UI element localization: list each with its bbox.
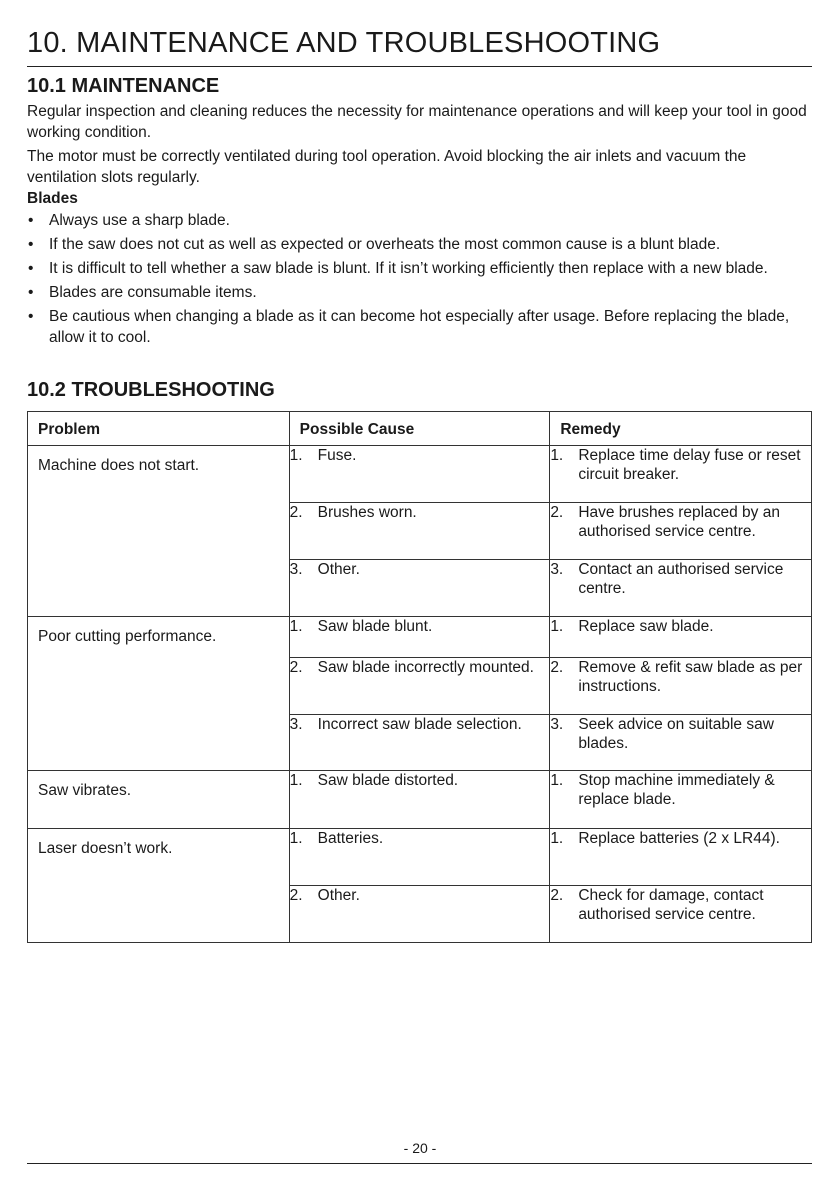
remedy-number: 3.	[550, 716, 564, 733]
cause-text: Saw blade incorrectly mounted.	[317, 659, 534, 676]
remedy-number: 2.	[550, 887, 564, 904]
cause-cell	[289, 446, 550, 503]
remedy-cell	[550, 446, 812, 503]
blades-bullet-list	[27, 210, 812, 351]
cause-text: Other.	[317, 561, 360, 578]
problem-cell: Poor cutting performance.	[28, 617, 290, 771]
cause-number: 2.	[289, 659, 303, 676]
remedy-text: Contact an authorised service centre.	[578, 561, 784, 597]
cause-number: 1.	[289, 830, 303, 847]
bullet-dot-icon: •	[28, 308, 34, 325]
remedy-number: 2.	[550, 504, 564, 521]
bullet-dot-icon: •	[28, 260, 34, 277]
problem-cell: Saw vibrates.	[28, 771, 290, 829]
remedy-cell	[550, 560, 812, 617]
remedy-text: Replace saw blade.	[578, 618, 714, 635]
bullet-item	[27, 234, 812, 255]
cause-cell	[289, 771, 550, 829]
remedy-number: 1.	[550, 772, 564, 789]
remedy-text: Replace time delay fuse or reset circuit breaker.	[578, 447, 801, 483]
cause-number: 3.	[289, 561, 303, 578]
troubleshooting-table	[27, 411, 812, 943]
remedy-cell	[550, 829, 812, 886]
problem-cell: Laser doesn’t work.	[28, 829, 290, 943]
remedy-cell	[550, 886, 812, 943]
cause-cell	[289, 715, 550, 771]
cause-text: Incorrect saw blade selection.	[317, 716, 522, 733]
cause-text: Saw blade blunt.	[317, 618, 433, 635]
cause-number: 1.	[289, 618, 303, 635]
header-possible-cause: Possible Cause	[289, 412, 550, 446]
cause-cell	[289, 658, 550, 715]
bullet-text: If the saw does not cut as well as expected or overheats the most common cause is a blunt blade.	[49, 236, 721, 253]
remedy-number: 1.	[550, 830, 564, 847]
remedy-text: Check for damage, contact authorised service centre.	[578, 887, 764, 923]
cause-text: Other.	[317, 887, 360, 904]
bullet-text: Blades are consumable items.	[49, 284, 257, 301]
table-row	[28, 829, 812, 886]
bullet-item	[27, 258, 812, 279]
remedy-number: 3.	[550, 561, 564, 578]
cause-cell	[289, 503, 550, 560]
title-divider	[27, 66, 812, 67]
page-title: 10. MAINTENANCE AND TROUBLESHOOTING	[27, 27, 661, 59]
page-number: - 20 -	[403, 1140, 437, 1156]
cause-number: 2.	[289, 887, 303, 904]
remedy-text: Stop machine immediately & replace blade.	[578, 772, 775, 808]
remedy-cell	[550, 771, 812, 829]
remedy-number: 1.	[550, 618, 564, 635]
remedy-cell	[550, 503, 812, 560]
remedy-number: 2.	[550, 659, 564, 676]
cause-text: Brushes worn.	[317, 504, 417, 521]
bullet-dot-icon: •	[28, 212, 34, 229]
maintenance-paragraph-2: The motor must be correctly ventilated during tool operation. Avoid blocking the air inlets and vacuum the ventilation slots regularly.	[27, 148, 747, 186]
table-header-row	[28, 412, 812, 446]
maintenance-heading: 10.1 MAINTENANCE	[27, 75, 220, 97]
remedy-text: Replace batteries (2 x LR44).	[578, 830, 780, 847]
bullet-dot-icon: •	[28, 236, 34, 253]
remedy-cell	[550, 617, 812, 658]
footer-divider	[27, 1163, 812, 1164]
problem-cell: Machine does not start.	[28, 446, 290, 617]
remedy-cell	[550, 715, 812, 771]
header-remedy: Remedy	[550, 412, 812, 446]
bullet-item	[27, 306, 812, 348]
cause-number: 1.	[289, 772, 303, 789]
bullet-text: It is difficult to tell whether a saw blade is blunt. If it isn’t working efficiently then replace with a new blade.	[49, 260, 768, 277]
table-row	[28, 771, 812, 829]
cause-cell	[289, 560, 550, 617]
table-row	[28, 446, 812, 503]
remedy-text: Remove & refit saw blade as per instructions.	[578, 659, 803, 695]
cause-text: Saw blade distorted.	[317, 772, 459, 789]
remedy-number: 1.	[550, 447, 564, 464]
bullet-text: Be cautious when changing a blade as it can become hot especially after usage. Before replacing the blade, allow it to cool.	[49, 308, 790, 346]
table-row	[28, 617, 812, 658]
maintenance-paragraph-1: Regular inspection and cleaning reduces the necessity for maintenance operations and will keep your tool in good working condition.	[27, 103, 807, 141]
cause-cell	[289, 886, 550, 943]
cause-cell	[289, 829, 550, 886]
cause-cell	[289, 617, 550, 658]
header-problem: Problem	[28, 412, 290, 446]
cause-number: 1.	[289, 447, 303, 464]
remedy-text: Seek advice on suitable saw blades.	[578, 716, 774, 752]
remedy-text: Have brushes replaced by an authorised service centre.	[578, 504, 780, 540]
blades-heading: Blades	[27, 190, 78, 207]
bullet-item	[27, 210, 812, 231]
cause-text: Fuse.	[317, 447, 357, 464]
bullet-dot-icon: •	[28, 284, 34, 301]
troubleshooting-heading: 10.2 TROUBLESHOOTING	[27, 379, 275, 401]
cause-number: 3.	[289, 716, 303, 733]
bullet-text: Always use a sharp blade.	[49, 212, 230, 229]
cause-number: 2.	[289, 504, 303, 521]
cause-text: Batteries.	[317, 830, 384, 847]
bullet-item	[27, 282, 812, 303]
remedy-cell	[550, 658, 812, 715]
